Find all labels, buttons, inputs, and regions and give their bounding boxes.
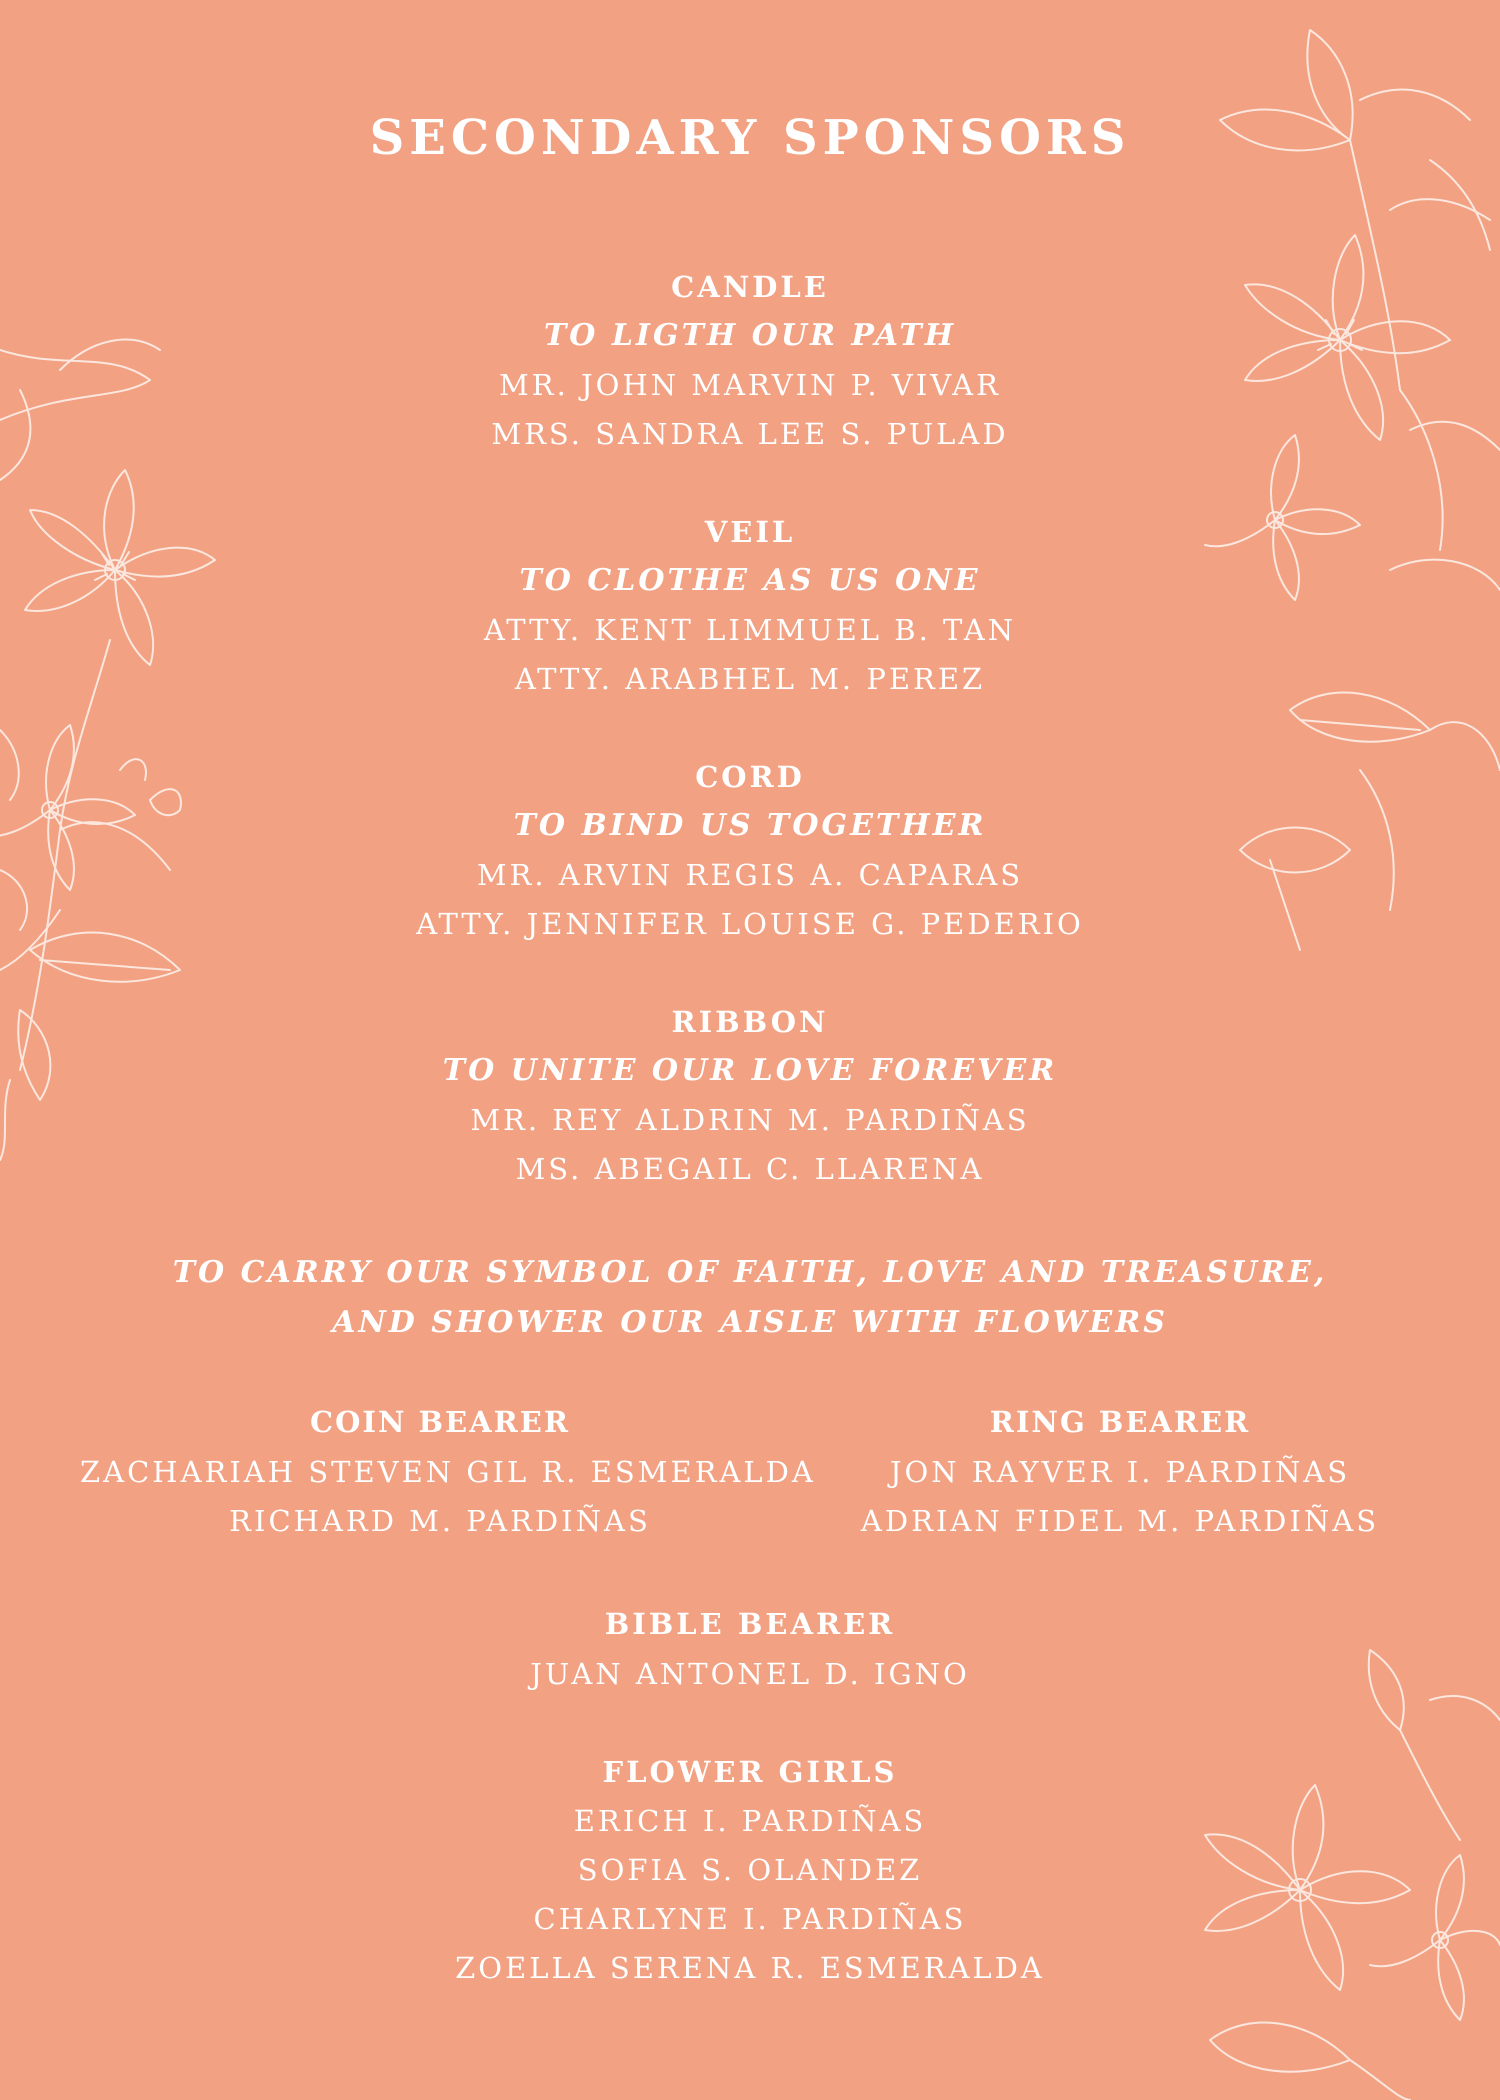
bearer-name: RICHARD M. PARDIÑAS bbox=[229, 1504, 651, 1538]
sponsor-name: MR. REY ALDRIN M. PARDIÑAS bbox=[470, 1103, 1030, 1137]
sponsor-name: MRS. SANDRA LEE S. PULAD bbox=[491, 417, 1009, 451]
ring-bearer-heading: RING BEARER bbox=[989, 1405, 1251, 1439]
ring-bearer-column bbox=[820, 1405, 1420, 1555]
sponsor-name: ATTY. ARABHEL M. PEREZ bbox=[514, 662, 986, 696]
sponsor-name: MR. ARVIN REGIS A. CAPARAS bbox=[476, 858, 1024, 892]
page-title: SECONDARY SPONSORS bbox=[369, 110, 1131, 166]
section-heading-cord: CORD bbox=[695, 760, 805, 794]
bearer-name: ADRIAN FIDEL M. PARDIÑAS bbox=[860, 1504, 1380, 1538]
flower-girl-name: CHARLYNE I. PARDIÑAS bbox=[533, 1902, 967, 1936]
bearer-name: JUAN ANTONEL D. IGNO bbox=[530, 1657, 970, 1691]
bearer-name: JON RAYVER I. PARDIÑAS bbox=[889, 1455, 1351, 1489]
coin-bearer-heading: COIN BEARER bbox=[310, 1405, 570, 1439]
sponsor-name: ATTY. KENT LIMMUEL B. TAN bbox=[483, 613, 1017, 647]
bearer-name: ZACHARIAH STEVEN GIL R. ESMERALDA bbox=[80, 1455, 816, 1489]
sponsor-name: ATTY. JENNIFER LOUISE G. PEDERIO bbox=[416, 907, 1084, 941]
section-subtitle-candle: TO LIGTH OUR PATH bbox=[543, 318, 957, 353]
section-subtitle-veil: TO CLOTHE AS US ONE bbox=[519, 563, 981, 598]
bible-bearer-heading: BIBLE BEARER bbox=[604, 1607, 896, 1641]
sponsor-name: MR. JOHN MARVIN P. VIVAR bbox=[499, 368, 1001, 402]
sponsor-name: MS. ABEGAIL C. LLARENA bbox=[515, 1152, 985, 1186]
section-heading-ribbon: RIBBON bbox=[671, 1005, 829, 1039]
section-heading-veil: VEIL bbox=[704, 515, 796, 549]
section-subtitle-ribbon: TO UNITE OUR LOVE FOREVER bbox=[442, 1053, 1058, 1088]
bearers-intro-line: AND SHOWER OUR AISLE WITH FLOWERS bbox=[332, 1305, 1168, 1340]
section-subtitle-cord: TO BIND US TOGETHER bbox=[513, 808, 987, 843]
flower-girl-name: ERICH I. PARDIÑAS bbox=[573, 1804, 927, 1838]
flower-girls-heading: FLOWER GIRLS bbox=[602, 1755, 898, 1789]
flower-girl-name: ZOELLA SERENA R. ESMERALDA bbox=[455, 1951, 1045, 1985]
flower-girl-name: SOFIA S. OLANDEZ bbox=[577, 1853, 923, 1887]
section-heading-candle: CANDLE bbox=[671, 270, 829, 304]
bearers-intro-line: TO CARRY OUR SYMBOL OF FAITH, LOVE AND TREASURE, bbox=[172, 1255, 1328, 1290]
coin-bearer-column bbox=[80, 1405, 816, 1555]
